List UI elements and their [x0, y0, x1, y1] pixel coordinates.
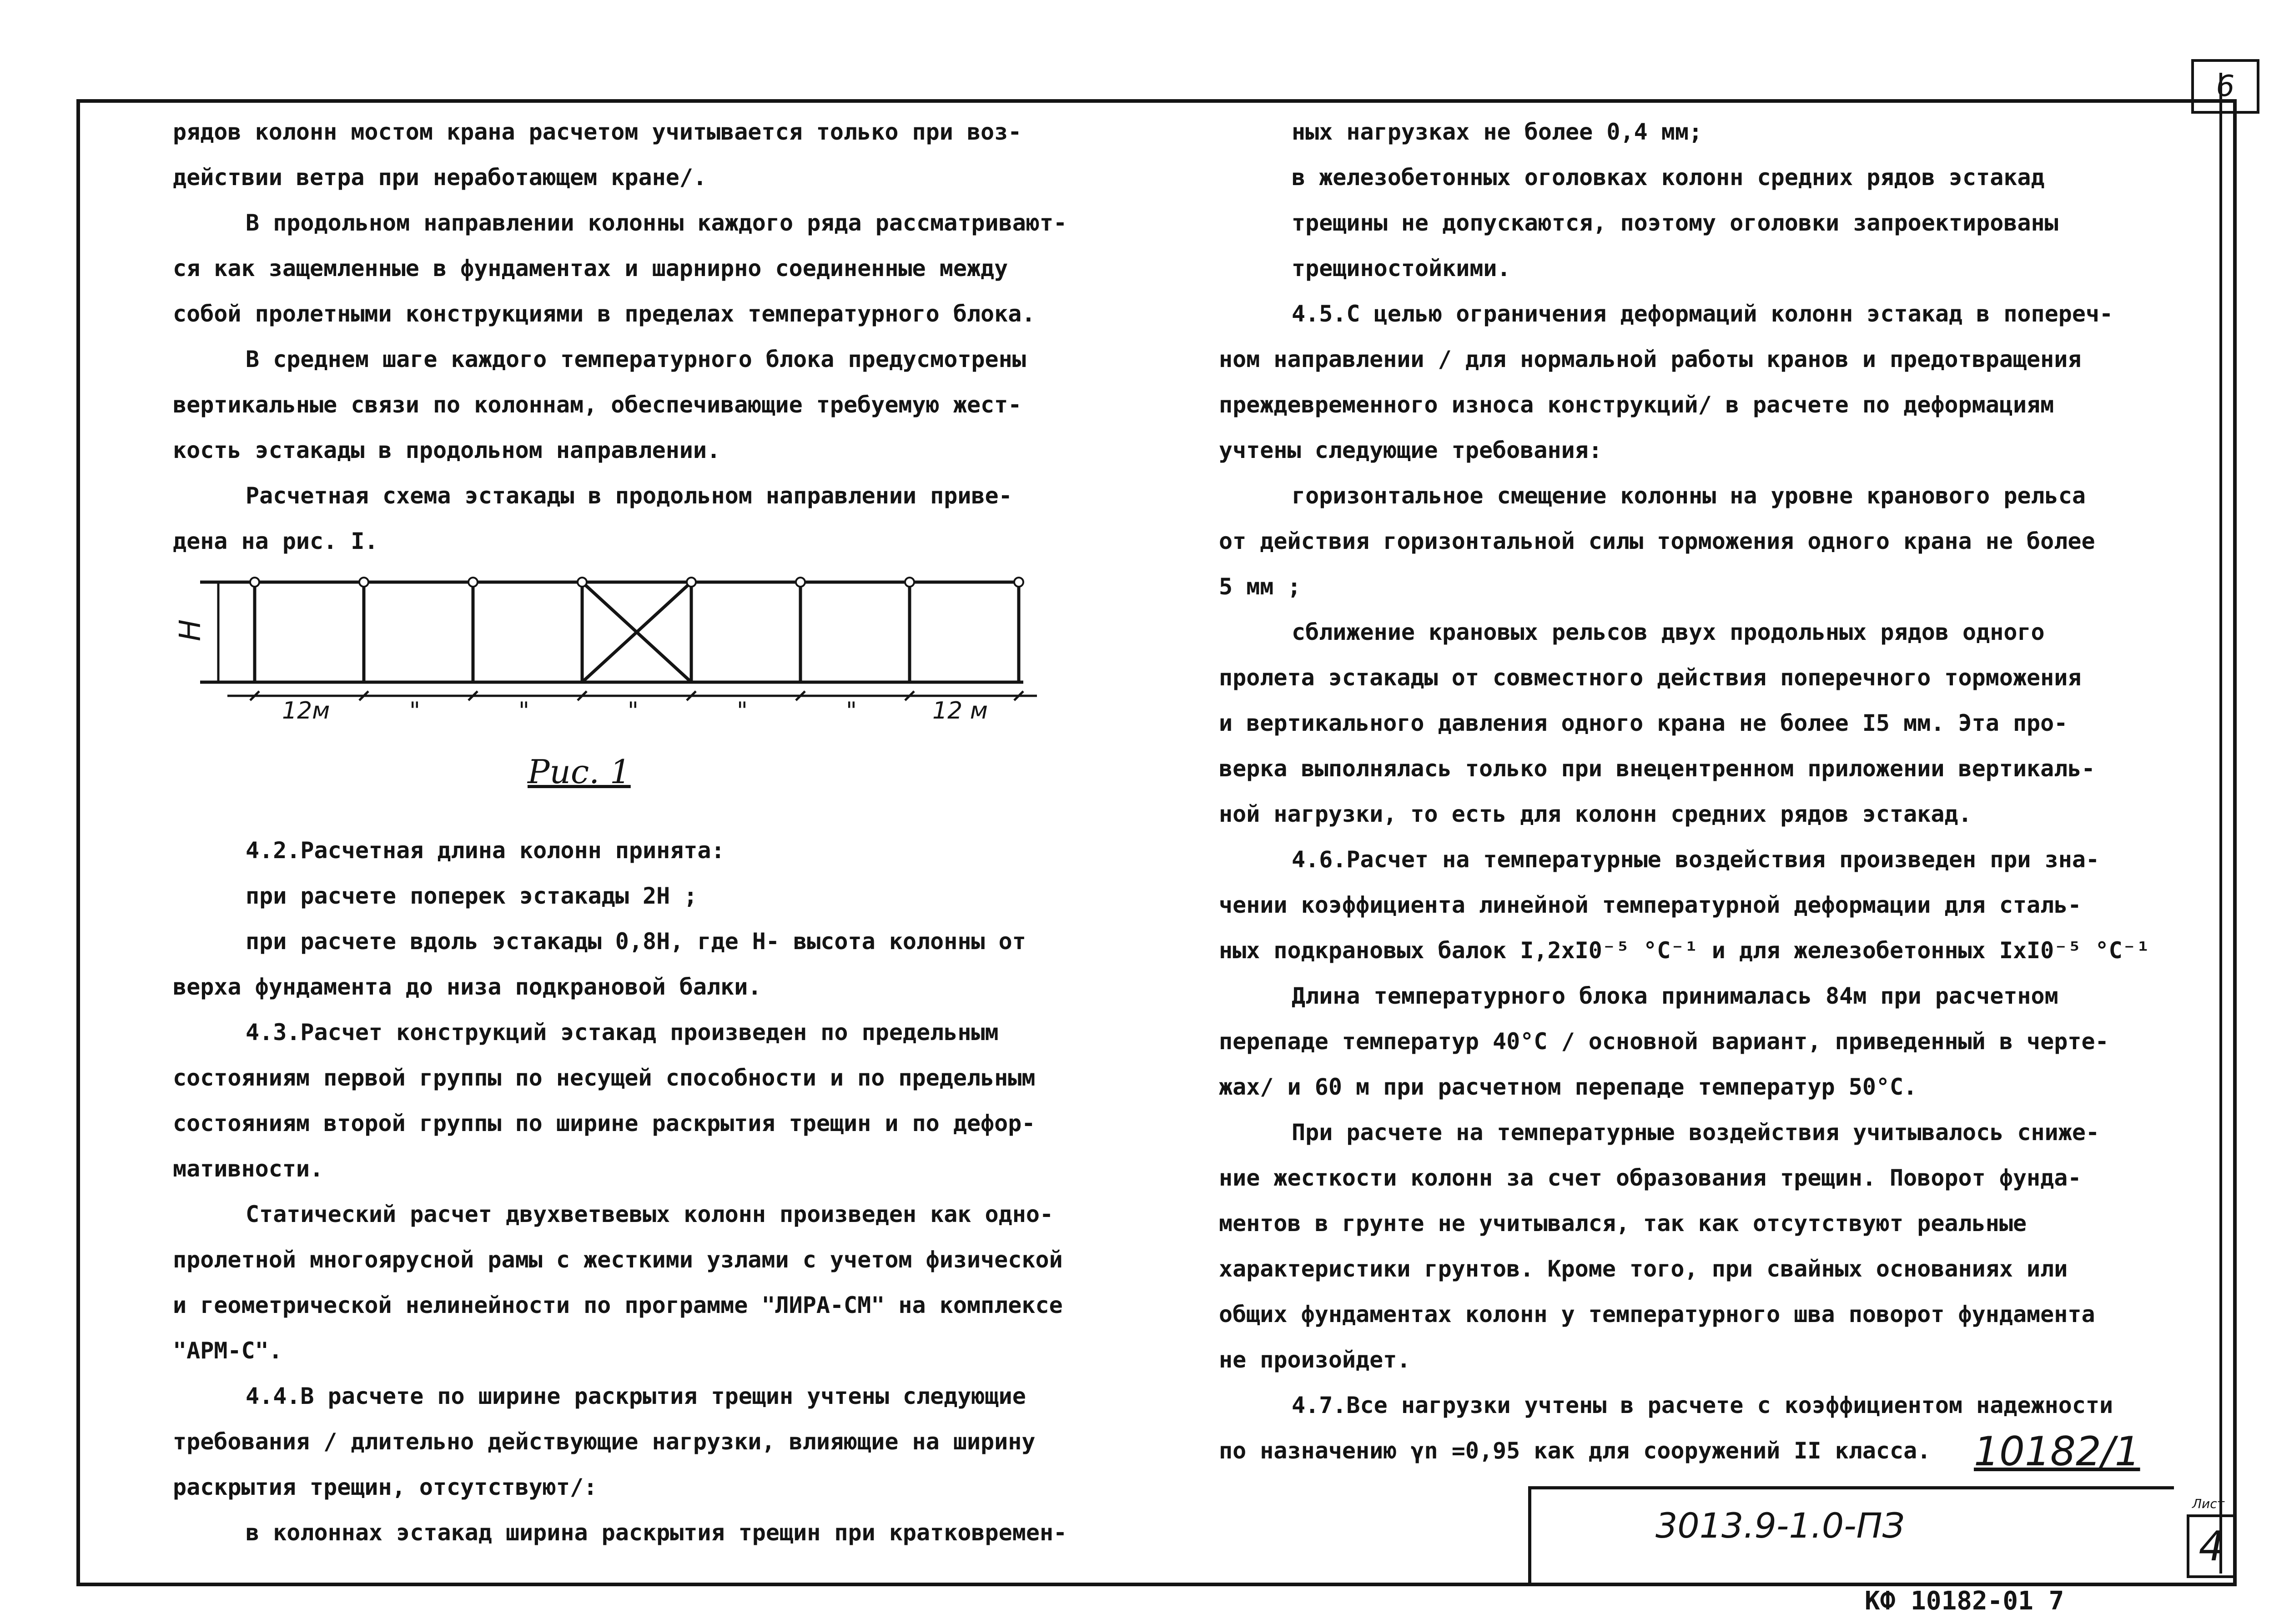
text-line: раскрытия трещин, отсутствуют/:: [173, 1474, 598, 1500]
text-line: Расчетная схема эстакады в продольном направлении приве-: [246, 483, 1012, 509]
text-line: 4.2.Расчетная длина колонн принята:: [246, 837, 725, 864]
left-column: [173, 109, 1205, 1555]
text-line: преждевременного износа конструкций/ в расчете по деформациям: [1219, 392, 2054, 418]
text-line: 4.6.Расчет на температурные воздействия произведен при зна-: [1292, 846, 2100, 873]
text-line: Статический расчет двухветвевых колонн произведен как одно-: [246, 1201, 1054, 1227]
text-line: учтены следующие требования:: [1219, 437, 1602, 463]
span-label: ": [737, 697, 748, 724]
figure-caption: Рис. 1: [528, 753, 631, 791]
text-line: пролетной многоярусной рамы с жесткими узлами с учетом физической: [173, 1247, 1063, 1273]
frame-right-rule: [2219, 73, 2222, 1574]
text-line: трещины не допускаются, поэтому оголовки запроектированы: [1292, 210, 2058, 236]
text-line: 5 мм ;: [1219, 573, 1301, 600]
text-line: В среднем шаге каждого температурного блока предусмотрены: [246, 346, 1026, 372]
text-line: действии ветра при неработающем кране/.: [173, 164, 707, 191]
text-line: пролета эстакады от совместного действия поперечного торможения: [1219, 664, 2082, 691]
inventory-number: 10182/1: [1974, 1428, 2140, 1475]
span-label: 12м: [282, 697, 330, 724]
text-line: Длина температурного блока принималась 84м при расчетном: [1292, 983, 2058, 1009]
text-line: ментов в грунте не учитывался, так как отсутствуют реальные: [1219, 1210, 2027, 1237]
text-line: и вертикального давления одного крана не более I5 мм. Эта про-: [1219, 710, 2068, 736]
text-line: требования / длительно действующие нагрузки, влияющие на ширину: [173, 1428, 1036, 1455]
text-line: ной нагрузки, то есть для колонн средних рядов эстакад.: [1219, 801, 1972, 827]
text-line: 4.4.В расчете по ширине раскрытия трещин учтены следующие: [246, 1383, 1026, 1409]
text-line: сближение крановых рельсов двух продольных рядов одного: [1292, 619, 2045, 645]
text-line: по назначению γn =0,95 как для сооружений II класса.: [1219, 1438, 1931, 1464]
text-line: в железобетонных оголовках колонн средних рядов эстакад: [1292, 164, 2045, 191]
text-line: рядов колонн мостом крана расчетом учитывается только при воз-: [173, 119, 1022, 145]
text-line: не произойдет.: [1219, 1347, 1411, 1373]
text-line: верка выполнялась только при внецентренном приложении вертикаль-: [1219, 755, 2095, 782]
figure-scheme: [173, 564, 1205, 828]
text-line: трещиностойкими.: [1292, 255, 1511, 282]
text-line: ных нагрузках не более 0,4 мм;: [1292, 119, 1703, 145]
text-line: состояниям первой группы по несущей способности и по предельным: [173, 1065, 1036, 1091]
text-line: ном направлении / для нормальной работы кранов и предотвращения: [1219, 346, 2082, 372]
text-line: ние жесткости колонн за счет образования трещин. Поворот фунда-: [1219, 1165, 2082, 1191]
text-line: 4.3.Расчет конструкций эстакад произведен по предельным: [246, 1019, 999, 1046]
height-label: H: [174, 619, 207, 641]
text-line: общих фундаментах колонн у температурного шва поворот фундамента: [1219, 1301, 2095, 1327]
text-line: "АРМ-С".: [173, 1337, 282, 1364]
text-line: жах/ и 60 м при расчетном перепаде температур 50°С.: [1219, 1074, 1917, 1100]
document-code: 3013.9-1.0-ПЗ: [1655, 1505, 1905, 1546]
span-label: ": [518, 697, 529, 724]
text-line: характеристики грунтов. Кроме того, при свайных основаниях или: [1219, 1256, 2068, 1282]
sheet-label: Лист: [2192, 1496, 2224, 1511]
span-label: ": [409, 697, 420, 724]
text-line: чении коэффициента линейной температурной деформации для сталь-: [1219, 892, 2082, 918]
text-line: верха фундамента до низа подкрановой балки.: [173, 974, 762, 1000]
text-line: перепаде температур 40°С / основной вариант, приведенный в черте-: [1219, 1028, 2109, 1055]
text-line: ся как защемленные в фундаментах и шарнирно соединенные между: [173, 255, 1008, 282]
text-line: при расчете вдоль эстакады 0,8H, где H- высота колонны от: [246, 928, 1026, 955]
text-line: и геометрической нелинейности по программе "ЛИРА-СМ" на комплексе: [173, 1292, 1063, 1318]
text-line: горизонтальное смещение колонны на уровне кранового рельса: [1292, 483, 2086, 509]
text-line: кость эстакады в продольном направлении.: [173, 437, 721, 463]
text-line: ных подкрановых балок I,2xI0⁻⁵ °C⁻¹ и для железобетонных IxI0⁻⁵ °C⁻¹: [1219, 937, 2150, 964]
footer-code: КФ 10182-01 7: [1865, 1586, 2064, 1616]
text-line: В продольном направлении колонны каждого ряда рассматривают-: [246, 210, 1067, 236]
text-line: в колоннах эстакад ширина раскрытия трещин при кратковремен-: [246, 1519, 1067, 1546]
text-line: 4.7.Все нагрузки учтены в расчете с коэффициентом надежности: [1292, 1392, 2113, 1418]
span-label: ": [846, 697, 857, 724]
text-line: от действия горизонтальной силы торможения одного крана не более: [1219, 528, 2095, 554]
sheet-number: 4: [2187, 1514, 2237, 1578]
frame-scheme-diagram: [173, 564, 1082, 755]
span-label: ": [628, 697, 639, 724]
text-line: мативности.: [173, 1156, 324, 1182]
span-label: 12 м: [932, 697, 988, 724]
text-line: 4.5.С целью ограничения деформаций колонн эстакад в попереч-: [1292, 301, 2113, 327]
text-line: вертикальные связи по колоннам, обеспечивающие требуемую жест-: [173, 392, 1022, 418]
text-line: собой пролетными конструкциями в пределах температурного блока.: [173, 301, 1036, 327]
sheet-number-top: 6: [2191, 59, 2259, 114]
text-line: При расчете на температурные воздействия учитывалось сниже-: [1292, 1119, 2100, 1146]
text-line: при расчете поперек эстакады 2H ;: [246, 883, 698, 909]
text-line: дена на рис. I.: [173, 528, 378, 554]
right-column: [1219, 109, 2174, 1473]
text-line: состояниям второй группы по ширине раскрытия трещин и по дефор-: [173, 1110, 1036, 1136]
